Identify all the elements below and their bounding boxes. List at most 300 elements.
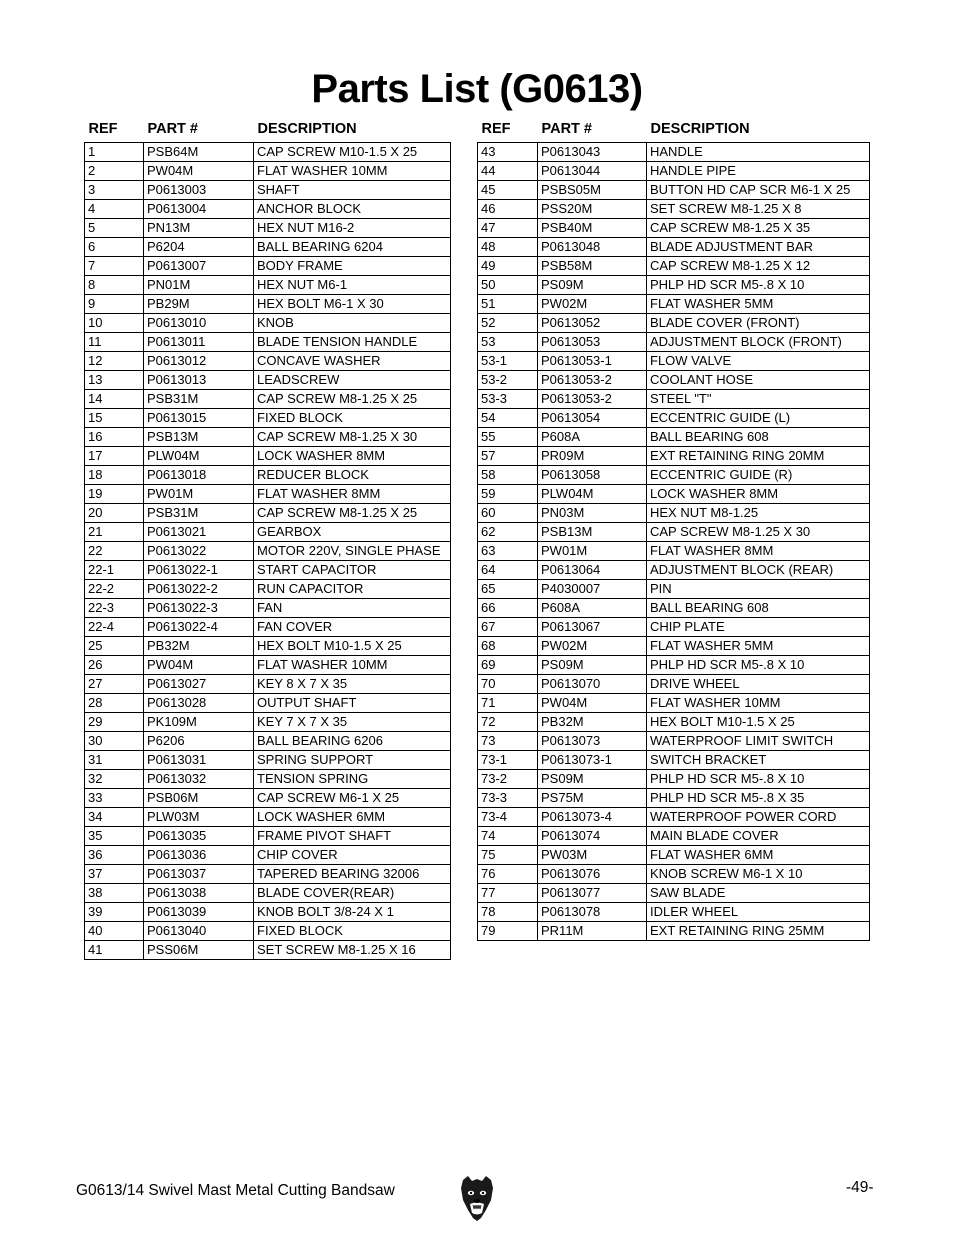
cell-part-number: P6206: [144, 732, 254, 751]
cell-ref: 50: [478, 276, 538, 295]
table-row: [478, 675, 870, 694]
table-row: [478, 466, 870, 485]
cell-part-number: PSS06M: [144, 941, 254, 960]
cell-ref: 62: [478, 523, 538, 542]
header-description: DESCRIPTION: [257, 121, 357, 137]
cell-ref: 53-1: [478, 352, 538, 371]
cell-ref: 32: [85, 770, 144, 789]
cell-part-number: PW01M: [144, 485, 254, 504]
table-row: [478, 428, 870, 447]
table-row: [478, 143, 870, 162]
table-row: [478, 599, 870, 618]
table-row: [478, 542, 870, 561]
table-row: [85, 561, 451, 580]
cell-description: DRIVE WHEEL: [647, 675, 870, 694]
cell-part-number: P0613076: [538, 865, 647, 884]
table-row: [85, 808, 451, 827]
cell-part-number: PN03M: [538, 504, 647, 523]
cell-ref: 59: [478, 485, 538, 504]
cell-description: BALL BEARING 6206: [254, 732, 451, 751]
cell-ref: 39: [85, 903, 144, 922]
cell-ref: 74: [478, 827, 538, 846]
cell-part-number: P4030007: [538, 580, 647, 599]
cell-ref: 17: [85, 447, 144, 466]
cell-ref: 22-1: [85, 561, 144, 580]
table-row: [478, 922, 870, 941]
cell-ref: 51: [478, 295, 538, 314]
cell-part-number: P0613053-2: [538, 390, 647, 409]
cell-part-number: P0613010: [144, 314, 254, 333]
cell-part-number: PW03M: [538, 846, 647, 865]
table-row: [478, 827, 870, 846]
cell-part-number: P0613074: [538, 827, 647, 846]
table-row: [85, 390, 451, 409]
table-row: [478, 485, 870, 504]
cell-ref: 72: [478, 713, 538, 732]
cell-part-number: PW04M: [538, 694, 647, 713]
cell-ref: 58: [478, 466, 538, 485]
table-row: [478, 219, 870, 238]
cell-description: BODY FRAME: [254, 257, 451, 276]
cell-description: MAIN BLADE COVER: [647, 827, 870, 846]
cell-ref: 10: [85, 314, 144, 333]
cell-ref: 7: [85, 257, 144, 276]
cell-part-number: PK109M: [144, 713, 254, 732]
cell-ref: 14: [85, 390, 144, 409]
cell-part-number: P0613053-1: [538, 352, 647, 371]
cell-ref: 5: [85, 219, 144, 238]
table-row: [478, 808, 870, 827]
cell-part-number: PSB40M: [538, 219, 647, 238]
table-row: [85, 903, 451, 922]
cell-ref: 77: [478, 884, 538, 903]
cell-ref: 6: [85, 238, 144, 257]
cell-description: BUTTON HD CAP SCR M6-1 X 25: [647, 181, 870, 200]
cell-description: FAN COVER: [254, 618, 451, 637]
cell-part-number: P0613022-1: [144, 561, 254, 580]
table-row: [85, 485, 451, 504]
cell-ref: 27: [85, 675, 144, 694]
cell-description: BLADE COVER(REAR): [254, 884, 451, 903]
cell-description: CONCAVE WASHER: [254, 352, 451, 371]
header-part-number: PART #: [147, 121, 198, 137]
cell-part-number: P0613039: [144, 903, 254, 922]
cell-ref: 34: [85, 808, 144, 827]
table-row: [478, 314, 870, 333]
table-row: [478, 352, 870, 371]
cell-description: PHLP HD SCR M5-.8 X 10: [647, 770, 870, 789]
table-row: [85, 694, 451, 713]
parts-table-right: [477, 119, 870, 941]
cell-part-number: PW04M: [144, 162, 254, 181]
table-row: [478, 713, 870, 732]
cell-description: HEX NUT M16-2: [254, 219, 451, 238]
table-row: [85, 162, 451, 181]
cell-description: KNOB BOLT 3/8-24 X 1: [254, 903, 451, 922]
cell-ref: 4: [85, 200, 144, 219]
table-row: [85, 333, 451, 352]
table-row: [85, 827, 451, 846]
cell-part-number: PSS20M: [538, 200, 647, 219]
table-row: [85, 504, 451, 523]
cell-ref: 53: [478, 333, 538, 352]
cell-ref: 37: [85, 865, 144, 884]
table-row: [85, 295, 451, 314]
cell-description: KEY 8 X 7 X 35: [254, 675, 451, 694]
cell-description: FLAT WASHER 5MM: [647, 637, 870, 656]
cell-ref: 29: [85, 713, 144, 732]
cell-part-number: PSB58M: [538, 257, 647, 276]
cell-part-number: P0613022-2: [144, 580, 254, 599]
cell-part-number: P0613052: [538, 314, 647, 333]
cell-ref: 47: [478, 219, 538, 238]
cell-ref: 73: [478, 732, 538, 751]
table-row: [478, 162, 870, 181]
cell-description: BLADE COVER (FRONT): [647, 314, 870, 333]
cell-description: FLOW VALVE: [647, 352, 870, 371]
cell-part-number: P0613070: [538, 675, 647, 694]
cell-description: SWITCH BRACKET: [647, 751, 870, 770]
cell-ref: 31: [85, 751, 144, 770]
cell-part-number: PSB31M: [144, 504, 254, 523]
cell-description: CHIP COVER: [254, 846, 451, 865]
table-row: [85, 447, 451, 466]
table-row: [85, 618, 451, 637]
table-row: [85, 314, 451, 333]
table-row: [85, 409, 451, 428]
header-ref: REF: [88, 121, 118, 137]
cell-part-number: PR11M: [538, 922, 647, 941]
cell-part-number: P0613022-3: [144, 599, 254, 618]
cell-description: FIXED BLOCK: [254, 409, 451, 428]
cell-part-number: P0613073-4: [538, 808, 647, 827]
table-row: [85, 181, 451, 200]
cell-ref: 45: [478, 181, 538, 200]
cell-description: STEEL "T": [647, 390, 870, 409]
cell-description: OUTPUT SHAFT: [254, 694, 451, 713]
cell-ref: 46: [478, 200, 538, 219]
cell-ref: 28: [85, 694, 144, 713]
cell-description: HEX NUT M8-1.25: [647, 504, 870, 523]
table-row: [478, 257, 870, 276]
cell-part-number: P0613011: [144, 333, 254, 352]
cell-description: ANCHOR BLOCK: [254, 200, 451, 219]
table-row: [478, 371, 870, 390]
cell-description: FLAT WASHER 8MM: [647, 542, 870, 561]
cell-part-number: PB32M: [538, 713, 647, 732]
cell-description: HEX BOLT M10-1.5 X 25: [647, 713, 870, 732]
table-header-row: [478, 119, 870, 143]
table-row: [478, 200, 870, 219]
cell-part-number: P0613038: [144, 884, 254, 903]
cell-description: EXT RETAINING RING 20MM: [647, 447, 870, 466]
cell-part-number: P0613004: [144, 200, 254, 219]
cell-part-number: P0613043: [538, 143, 647, 162]
cell-description: KNOB SCREW M6-1 X 10: [647, 865, 870, 884]
table-row: [85, 257, 451, 276]
cell-ref: 26: [85, 656, 144, 675]
cell-part-number: PN01M: [144, 276, 254, 295]
cell-part-number: P0613032: [144, 770, 254, 789]
cell-part-number: PB32M: [144, 637, 254, 656]
cell-part-number: PW02M: [538, 295, 647, 314]
cell-ref: 2: [85, 162, 144, 181]
cell-ref: 57: [478, 447, 538, 466]
cell-description: CAP SCREW M8-1.25 X 30: [254, 428, 451, 447]
cell-description: CHIP PLATE: [647, 618, 870, 637]
cell-ref: 64: [478, 561, 538, 580]
cell-description: PHLP HD SCR M5-.8 X 10: [647, 656, 870, 675]
cell-part-number: P0613018: [144, 466, 254, 485]
cell-ref: 21: [85, 523, 144, 542]
cell-ref: 15: [85, 409, 144, 428]
cell-ref: 63: [478, 542, 538, 561]
table-row: [478, 333, 870, 352]
cell-description: SHAFT: [254, 181, 451, 200]
table-row: [85, 865, 451, 884]
table-row: [85, 770, 451, 789]
cell-part-number: P0613015: [144, 409, 254, 428]
cell-part-number: P0613003: [144, 181, 254, 200]
cell-part-number: P0613021: [144, 523, 254, 542]
cell-description: GEARBOX: [254, 523, 451, 542]
cell-description: SET SCREW M8-1.25 X 16: [254, 941, 451, 960]
cell-part-number: PLW04M: [538, 485, 647, 504]
cell-part-number: P0613037: [144, 865, 254, 884]
table-row: [478, 238, 870, 257]
cell-description: TAPERED BEARING 32006: [254, 865, 451, 884]
cell-part-number: P0613073-1: [538, 751, 647, 770]
table-row: [85, 941, 451, 960]
cell-part-number: P0613044: [538, 162, 647, 181]
cell-part-number: P0613077: [538, 884, 647, 903]
table-row: [478, 561, 870, 580]
cell-description: LOCK WASHER 8MM: [647, 485, 870, 504]
cell-description: BLADE TENSION HANDLE: [254, 333, 451, 352]
cell-description: KNOB: [254, 314, 451, 333]
table-row: [85, 599, 451, 618]
cell-part-number: P0613073: [538, 732, 647, 751]
cell-description: LOCK WASHER 6MM: [254, 808, 451, 827]
cell-description: LEADSCREW: [254, 371, 451, 390]
cell-description: PHLP HD SCR M5-.8 X 35: [647, 789, 870, 808]
table-row: [85, 884, 451, 903]
cell-ref: 76: [478, 865, 538, 884]
cell-part-number: P608A: [538, 428, 647, 447]
cell-description: ECCENTRIC GUIDE (R): [647, 466, 870, 485]
cell-description: FAN: [254, 599, 451, 618]
cell-ref: 18: [85, 466, 144, 485]
table-row: [478, 276, 870, 295]
table-row: [478, 884, 870, 903]
cell-part-number: P0613058: [538, 466, 647, 485]
cell-part-number: PS75M: [538, 789, 647, 808]
table-row: [478, 694, 870, 713]
header-ref: REF: [481, 121, 511, 137]
table-row: [478, 903, 870, 922]
cell-part-number: PR09M: [538, 447, 647, 466]
cell-description: CAP SCREW M8-1.25 X 12: [647, 257, 870, 276]
cell-description: TENSION SPRING: [254, 770, 451, 789]
table-row: [478, 504, 870, 523]
cell-ref: 13: [85, 371, 144, 390]
cell-ref: 19: [85, 485, 144, 504]
table-row: [478, 637, 870, 656]
table-row: [85, 713, 451, 732]
header-part-number: PART #: [541, 121, 592, 137]
cell-part-number: P0613048: [538, 238, 647, 257]
cell-description: CAP SCREW M10-1.5 X 25: [254, 143, 451, 162]
cell-description: CAP SCREW M8-1.25 X 35: [647, 219, 870, 238]
cell-ref: 3: [85, 181, 144, 200]
table-row: [85, 656, 451, 675]
cell-description: FLAT WASHER 10MM: [254, 656, 451, 675]
cell-ref: 25: [85, 637, 144, 656]
cell-ref: 71: [478, 694, 538, 713]
cell-description: REDUCER BLOCK: [254, 466, 451, 485]
cell-part-number: PSB13M: [144, 428, 254, 447]
cell-description: KEY 7 X 7 X 35: [254, 713, 451, 732]
table-row: [478, 789, 870, 808]
cell-part-number: P0613031: [144, 751, 254, 770]
table-row: [85, 371, 451, 390]
table-row: [85, 732, 451, 751]
cell-ref: 73-2: [478, 770, 538, 789]
page-title: Parts List (G0613): [311, 67, 643, 111]
parts-table-left: [84, 119, 451, 960]
cell-ref: 67: [478, 618, 538, 637]
cell-description: EXT RETAINING RING 25MM: [647, 922, 870, 941]
cell-part-number: P0613022: [144, 542, 254, 561]
cell-ref: 35: [85, 827, 144, 846]
cell-ref: 68: [478, 637, 538, 656]
cell-description: HANDLE: [647, 143, 870, 162]
table-row: [478, 295, 870, 314]
cell-ref: 11: [85, 333, 144, 352]
table-row: [85, 276, 451, 295]
cell-part-number: P0613040: [144, 922, 254, 941]
cell-description: CAP SCREW M8-1.25 X 25: [254, 504, 451, 523]
table-row: [478, 409, 870, 428]
bear-head-logo-icon: [457, 1174, 497, 1222]
cell-ref: 73-1: [478, 751, 538, 770]
cell-part-number: PLW04M: [144, 447, 254, 466]
cell-ref: 22-2: [85, 580, 144, 599]
cell-part-number: PSB64M: [144, 143, 254, 162]
cell-ref: 8: [85, 276, 144, 295]
cell-part-number: PSB31M: [144, 390, 254, 409]
cell-ref: 66: [478, 599, 538, 618]
cell-ref: 36: [85, 846, 144, 865]
cell-part-number: P0613007: [144, 257, 254, 276]
cell-ref: 53-3: [478, 390, 538, 409]
manual-title: G0613/14 Swivel Mast Metal Cutting Bandsaw: [76, 1182, 395, 1199]
table-row: [478, 751, 870, 770]
cell-ref: 54: [478, 409, 538, 428]
cell-description: PHLP HD SCR M5-.8 X 10: [647, 276, 870, 295]
cell-part-number: P0613027: [144, 675, 254, 694]
cell-description: FLAT WASHER 10MM: [647, 694, 870, 713]
table-row: [478, 846, 870, 865]
cell-description: HANDLE PIPE: [647, 162, 870, 181]
cell-description: FLAT WASHER 8MM: [254, 485, 451, 504]
table-row: [85, 789, 451, 808]
table-row: [85, 846, 451, 865]
cell-description: SET SCREW M8-1.25 X 8: [647, 200, 870, 219]
cell-ref: 69: [478, 656, 538, 675]
table-row: [478, 580, 870, 599]
cell-ref: 12: [85, 352, 144, 371]
cell-ref: 40: [85, 922, 144, 941]
cell-part-number: P0613053-2: [538, 371, 647, 390]
cell-ref: 22: [85, 542, 144, 561]
cell-part-number: PSB13M: [538, 523, 647, 542]
cell-description: PIN: [647, 580, 870, 599]
cell-description: FLAT WASHER 10MM: [254, 162, 451, 181]
cell-part-number: P0613012: [144, 352, 254, 371]
table-header-row: [85, 119, 451, 143]
table-row: [85, 352, 451, 371]
table-row: [85, 200, 451, 219]
table-row: [478, 656, 870, 675]
cell-description: LOCK WASHER 8MM: [254, 447, 451, 466]
cell-description: FLAT WASHER 6MM: [647, 846, 870, 865]
cell-part-number: PS09M: [538, 276, 647, 295]
table-row: [85, 637, 451, 656]
table-row: [85, 466, 451, 485]
cell-ref: 53-2: [478, 371, 538, 390]
cell-ref: 65: [478, 580, 538, 599]
cell-part-number: P0613054: [538, 409, 647, 428]
cell-description: RUN CAPACITOR: [254, 580, 451, 599]
cell-part-number: P0613036: [144, 846, 254, 865]
cell-ref: 20: [85, 504, 144, 523]
cell-description: ADJUSTMENT BLOCK (REAR): [647, 561, 870, 580]
cell-ref: 41: [85, 941, 144, 960]
table-row: [85, 922, 451, 941]
cell-description: SPRING SUPPORT: [254, 751, 451, 770]
table-row: [478, 181, 870, 200]
cell-description: ECCENTRIC GUIDE (L): [647, 409, 870, 428]
cell-ref: 33: [85, 789, 144, 808]
cell-ref: 55: [478, 428, 538, 447]
cell-ref: 44: [478, 162, 538, 181]
table-row: [478, 732, 870, 751]
cell-description: HEX BOLT M10-1.5 X 25: [254, 637, 451, 656]
cell-description: START CAPACITOR: [254, 561, 451, 580]
cell-part-number: P0613035: [144, 827, 254, 846]
cell-ref: 48: [478, 238, 538, 257]
cell-part-number: PS09M: [538, 656, 647, 675]
cell-description: SAW BLADE: [647, 884, 870, 903]
cell-description: CAP SCREW M6-1 X 25: [254, 789, 451, 808]
cell-part-number: P0613078: [538, 903, 647, 922]
cell-part-number: PSBS05M: [538, 181, 647, 200]
table-row: [85, 219, 451, 238]
cell-description: WATERPROOF LIMIT SWITCH: [647, 732, 870, 751]
cell-description: HEX BOLT M6-1 X 30: [254, 295, 451, 314]
cell-part-number: P0613067: [538, 618, 647, 637]
cell-ref: 22-4: [85, 618, 144, 637]
cell-description: CAP SCREW M8-1.25 X 25: [254, 390, 451, 409]
cell-part-number: P608A: [538, 599, 647, 618]
cell-ref: 78: [478, 903, 538, 922]
cell-part-number: PW01M: [538, 542, 647, 561]
table-row: [478, 618, 870, 637]
table-row: [85, 542, 451, 561]
cell-part-number: PB29M: [144, 295, 254, 314]
cell-ref: 73-4: [478, 808, 538, 827]
